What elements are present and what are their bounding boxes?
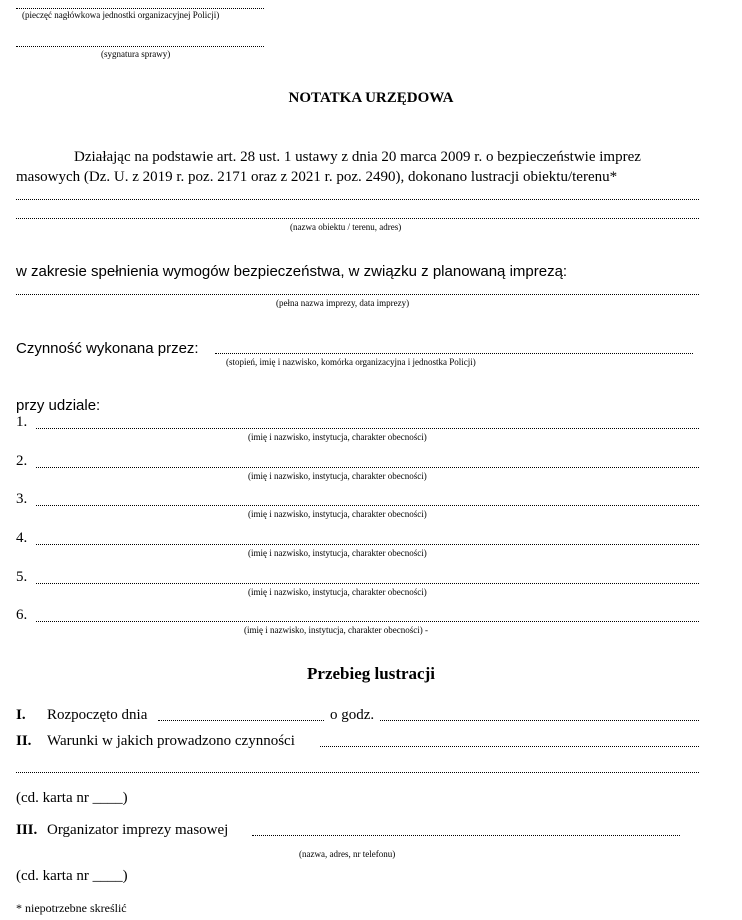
participant-number: 5.: [16, 569, 28, 585]
participant-caption: (imię i nazwisko, instytucja, charakter obecności): [248, 587, 427, 597]
start-hour-field[interactable]: [380, 720, 699, 721]
organizer-label: Organizator imprezy masowej: [47, 822, 229, 838]
object-caption: (nazwa obiektu / terenu, adres): [290, 222, 402, 232]
section-roman-3: III.: [16, 822, 38, 838]
participant-field-line[interactable]: [36, 583, 699, 584]
participant-caption-text: (imię i nazwisko, instytucja, charakter obecności): [244, 625, 423, 635]
object-field-line-2[interactable]: [16, 218, 699, 219]
section-roman-2: II.: [16, 733, 32, 749]
stamp-caption: (pieczęć nagłówkowa jednostki organizacyjnej Policji): [22, 10, 220, 20]
participant-number: 3.: [16, 491, 28, 507]
participant-caption: (imię i nazwisko, instytucja, charakter obecności): [248, 432, 427, 442]
document-title: NOTATKA URZĘDOWA: [288, 90, 454, 106]
performed-by-caption: (stopień, imię i nazwisko, komórka organizacyjna i jednostka Policji): [226, 357, 476, 367]
participant-number: 2.: [16, 453, 28, 469]
section-heading: Przebieg lustracji: [307, 664, 435, 683]
case-number-caption: (sygnatura sprawy): [101, 49, 171, 59]
participant-field-line[interactable]: [36, 544, 699, 545]
stamp-line: [16, 8, 264, 9]
section-roman-1: I.: [16, 707, 26, 723]
object-field-line-1[interactable]: [16, 199, 699, 200]
start-date-label: Rozpoczęto dnia: [47, 707, 148, 723]
intro-paragraph: Działając na podstawie art. 28 ust. 1 ustawy z dnia 20 marca 2009 r. o bezpieczeństwie imprez masowych (Dz. U. z 2019 r. poz. 2171 oraz z 2021 r. poz. 2490), dokonano lustracji obiektu/terenu*: [16, 149, 641, 185]
organizer-field-line[interactable]: [252, 835, 680, 836]
continuation-card-2: (cd. karta nr ____): [16, 868, 128, 884]
event-caption: (pełna nazwa imprezy, data imprezy): [276, 298, 410, 308]
trailing-mark: -: [424, 625, 428, 635]
case-number-line: [16, 46, 264, 47]
organizer-caption: (nazwa, adres, nr telefonu): [299, 849, 396, 859]
participant-field-line[interactable]: [36, 428, 699, 429]
conditions-field-line-2[interactable]: [16, 772, 699, 773]
participant-number: 1.: [16, 414, 28, 430]
participant-field-line[interactable]: [36, 505, 699, 506]
performed-by-label: Czynność wykonana przez:: [16, 340, 199, 357]
participant-caption: (imię i nazwisko, instytucja, charakter obecności): [248, 548, 427, 558]
performed-by-field-line[interactable]: [215, 353, 693, 354]
participant-number: 4.: [16, 530, 28, 546]
participant-caption: (imię i nazwisko, instytucja, charakter obecności): [248, 509, 427, 519]
participant-number: 6.: [16, 607, 28, 623]
participants-label: przy udziale:: [16, 397, 101, 414]
start-date-field[interactable]: [158, 720, 324, 721]
conditions-field-line-1[interactable]: [320, 746, 699, 747]
start-hour-label: o godz.: [330, 707, 375, 723]
continuation-card-1: (cd. karta nr ____): [16, 790, 128, 806]
participant-caption: [244, 625, 428, 635]
footnote: * niepotrzebne skreślić: [16, 901, 127, 915]
conditions-label: Warunki w jakich prowadzono czynności: [47, 733, 295, 749]
scope-text: w zakresie spełnienia wymogów bezpieczeństwa, w związku z planowaną imprezą:: [16, 263, 568, 280]
event-field-line[interactable]: [16, 294, 699, 295]
participant-caption: (imię i nazwisko, instytucja, charakter obecności): [248, 471, 427, 481]
participant-field-line[interactable]: [36, 467, 699, 468]
participant-field-line[interactable]: [36, 621, 699, 622]
